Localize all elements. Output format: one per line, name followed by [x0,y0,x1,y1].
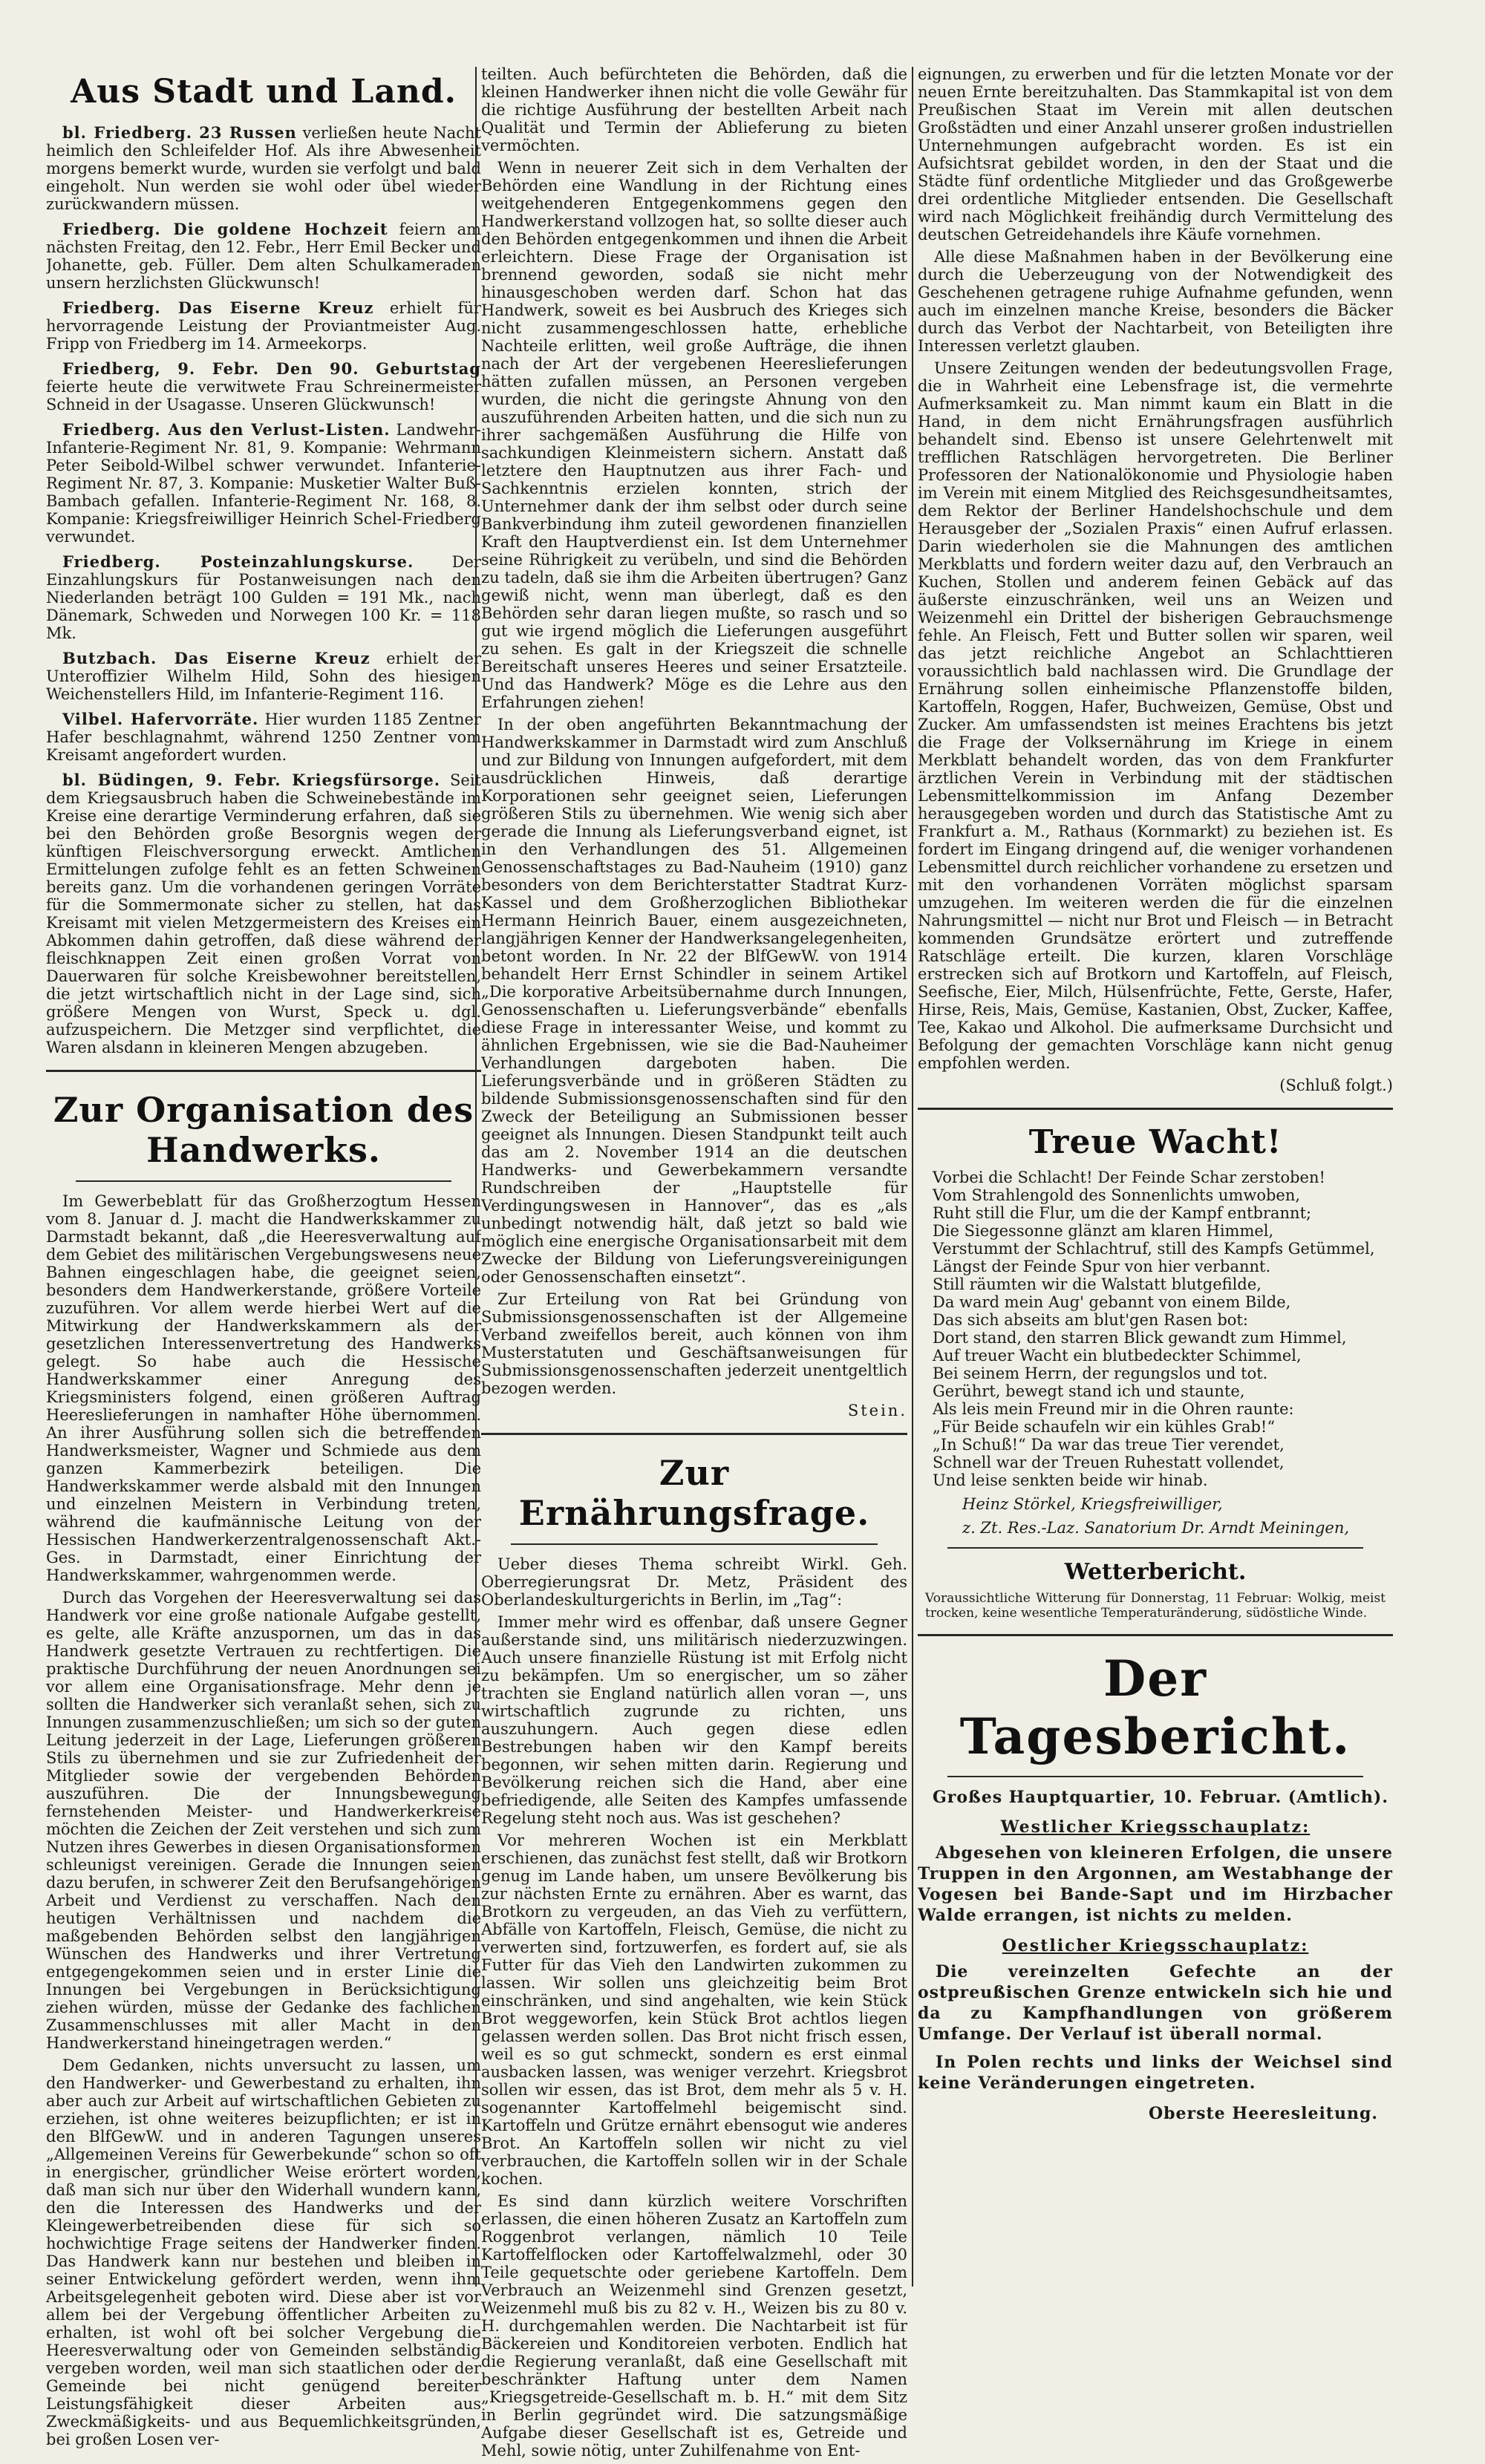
eastern-front-report: Die vereinzelten Gefechte an der ostpreußischen Grenze entwickeln sich hie und da zu Kampfhandlungen von größerem Umfange. Der Verlauf ist überall normal. [918,1962,1393,2044]
daily-report-signature: Oberste Heeresleitung. [1149,2104,1378,2123]
western-front-report: Abgesehen von kleineren Erfolgen, die unsere Truppen in den Argonnen, am Westabhange der Vogesen bei Bande-Sapt und im Hirzbacher Walde errangen, ist nichts zu melden. [918,1843,1393,1925]
section-divider [46,1070,481,1072]
section-divider [947,1547,1363,1549]
column-rule-right [912,67,913,2287]
section-heading-nutrition: Zur Ernährungsfrage. [518,1453,870,1533]
article-paragraph: Ueber dieses Thema schreibt Wirkl. Geh. Oberregierungsrat Dr. Metz, Präsident des Oberlandeskulturgerichts in Berlin, im „Tag“: [481,1555,907,1609]
western-front-heading: Westlicher Kriegsschauplatz: [1000,1817,1311,1837]
article-paragraph: Alle diese Maßnahmen haben in der Bevölkerung eine durch die Ueberzeugung von der Notwendigkeit des Geschehenen getragene ruhige Aufnahme gefunden, wenn auch im einzelnen manche Kreise, besonders die Bäcker durch das Verbot der Nachtarbeit, von Beteiligten ihre Interessen verletzt glauben. [918,248,1393,355]
poem-line: Verstummt der Schlachtruf, still des Kampfs Getümmel, [933,1240,1375,1258]
poem-line: Vorbei die Schlacht! Der Feinde Schar zerstoben! [933,1169,1325,1186]
article-paragraph: Durch das Vorgehen der Heeresverwaltung sei das Handwerk vor eine große nationale Aufgabe gestellt, es gelte, alle Kräfte anzuspornen, um das in das Handwerk gesetzte Vertrauen zu rechtfertigen. Die praktische Durchführung der neuen Anordnungen sei vor allem eine Organisationsfrage. Mehr denn je sollten die Handwerker sich veranlaßt sehen, sich zu Innungen zusammenzuschließen; um sich so der guten Leitung jederzeit in der Lage, Lieferungen größeren Stils zu übernehmen und sie zur Zufriedenheit der Mitglieder sowie der vergebenden Behörden auszuführen. Die der Innungsbewegung fernstehenden Meister- und Handwerkerkreise möchten die Zeichen der Zeit verstehen und sich zum Nutzen ihres Gewerbes in diesen Organisationsformen schleunigst vereinigen. Gerade die Innungen seien dazu berufen, in schwerer Zeit den Berufsangehörigen Arbeit und Verdienst zu verschaffen. Nach den heutigen Verhältnissen und nachdem die maßgebenden Behörden selbst den langjährigen Wünschen des Handwerks und ihrer Vertretung entgegengekommen seien und in erster Linie die Innungen bei Vergebungen in Berücksichtigung ziehen würden, müsse der Gedanke des fachlichen Zusammenschlusses mit aller Macht in den Handwerkerstand hineingetragen werden.“ [46,1589,481,2052]
continued-note: (Schluß folgt.) [1279,1076,1393,1094]
article-paragraph: Unsere Zeitungen wenden der bedeutungsvollen Frage, die in Wahrheit eine Lebensfrage ist, die vermehrte Aufmerksamkeit zu. Man nimmt kaum ein Blatt in die Hand, in dem nicht Ernährungsfragen ausführlich behandelt sind. Ebenso ist unsere Gelehrtenwelt mit trefflichen Ratschlägen hervorgetreten. Die Berliner Professoren der Nationalökonomie und Physiologie haben im Verein mit einem Mitglied des Reichsgesundheitsamtes, dem Rektor der Berliner Handelshochschule und dem Herausgeber der „Sozialen Praxis“ einen Aufruf erlassen. Darin wiederholen sie die Mahnungen des amtlichen Merkblatts und fordern weiter dazu auf, den Verbrauch an Kuchen, Stollen und anderem feinen Gebäck auf das äußerste einzuschränken, weil uns an Weizen und Weizenmehl ein Drittel der bisherigen Gebrauchsmenge fehle. An Fleisch, Fett und Butter sollen wir sparen, weil das jetzt reichliche Angebot an Schlachttieren voraussichtlich bald nachlassen wird. Die Grundlage der Ernährung sollen einheimische Pflanzenstoffe bilden, Kartoffeln, Roggen, Hafer, Buchweizen, Gemüse, Obst und Zucker. Am umfassendsten ist meines Erachtens bis jetzt die Frage der Volksernährung im Kriege in einem Merkblatt behandelt worden, das von dem Frankfurter ärztlichen Verein in Verbindung mit der städtischen Lebensmittelkommission im Anfang Dezember herausgegeben worden und durch das Statistische Amt zu Frankfurt a. M., Rathaus (Kornmarkt) zu beziehen ist. Es fordert im Eingang dringend auf, die weniger vorhandenen Lebensmittel durch reichlicher vorhandene zu ersetzen und mit den vorhandenen Vorräten möglichst sparsam umzugehen. Im weiteren werden die für die einzelnen Nahrungsmittel — nicht nur Brot und Fleisch — in Betracht kommenden Grundsätze erörtert und zutreffende Ratschläge erteilt. Die kurzen, klaren Vorschläge erstrecken sich auf Brotkorn und Kartoffeln, auf Fleisch, Seefische, Eier, Milch, Hülsenfrüchte, Fette, Gerste, Hafer, Hirse, Reis, Mais, Gemüse, Kastanien, Obst, Zucker, Kaffee, Tee, Kakao und Alkohol. Die aufmerksame Durchsicht und Befolgung der gemachten Vorschläge kann nicht genug empfohlen werden. [918,359,1393,1072]
article-paragraph: Wenn in neuerer Zeit sich in dem Verhalten der Behörden eine Wandlung in der Richtung eines weitgehenderen Entgegenkommens gegen den Handwerkerstand vollzogen hat, so sollte dieser auch den Behörden entgegenkommen und ihnen die Arbeit erleichtern. Diese Frage der Organisation ist brennend geworden, sodaß sie nicht mehr hinausgeschoben werden darf. Schon hat das Handwerk, soweit es bei Ausbruch des Krieges sich nicht zusammengeschlossen hatte, erhebliche Nachteile erlitten, weil große Aufträge, die ihnen nach der Art der vergebenen Heereslieferungen hätten zufallen müssen, an Personen vergeben wurden, die nicht die geringste Ahnung von den auszuführenden Arbeiten hatten, und die sich nun zu ihrer sachgemäßen Ausführung die Hilfe von sachkundigen Kleinmeistern sichern. Anstatt daß letztere den Hauptnutzen aus ihrer Fach- und Sachkenntnis erzielen konnten, strich der Unternehmer dank der ihm selbst oder durch seine Bankverbindung ihm zuteil gewordenen finanziellen Kraft den Hauptverdienst ein. Ist dem Unternehmer seine Rührigkeit zu verübeln, und sind die Behörden zu tadeln, daß sie ihm die Arbeiten übertrugen? Ganz gewiß nicht, wenn man überlegt, daß es den Behörden sehr daran liegen mußte, so rasch und so gut wie irgend möglich die Lieferungen ausgeführt zu sehen. Es galt in der Kriegszeit die schnelle Bereitschaft unseres Heeres und seiner Ersatzteile. Und das Handwerk? Möge es die Lehre aus den Erfahrungen ziehen! [481,159,907,711]
news-item: Friedberg. Aus den Verlust-Listen. Landwehr-Infanterie-Regiment Nr. 81, 9. Kompanie: Wehrmann Peter Seibold-Wilbel schwer verwundet. Infanterie-Regiment Nr. 87, 3. Kompanie: Musketier Walter Buß-Bambach gefallen. Infanterie-Regiment Nr. 168, 8. Kompanie: Kriegsfreiwilliger Heinrich Schel-Friedberg verwundet. [46,420,481,546]
poem-line: Gerührt, bewegt stand ich und staunte, [933,1382,1245,1400]
heading-underline [76,1180,451,1182]
article-paragraph: Immer mehr wird es offenbar, daß unsere Gegner außerstande sind, uns militärisch niederzuzwingen. Auch unsere finanzielle Rüstung ist mit Erfolg nicht zu bekämpfen. Um so energischer, um so zäher trachten sie England natürlich allen voran —, uns wirtschaftlich zugrunde zu richten, uns auszuhungern. Auch gegen diese edlen Bestrebungen haben wir den Kampf bereits begonnen, wir sehen mitten darin. Regierung und Bevölkerung reichen sich die Hand, aber eine befriedigende, alle Seiten des Kampfes umfassende Regelung steht noch aus. Was ist geschehen? [481,1613,907,1827]
column-1 [46,65,481,2453]
eastern-front-heading: Oestlicher Kriegsschauplatz: [1002,1936,1309,1955]
article-paragraph: Zur Erteilung von Rat bei Gründung von Submissionsgenossenschaften ist der Allgemeine Verband zweifellos bereit, auch können von ihm Musterstatuten und Geschäftsanweisungen für Submissionsgenossenschaften jederzeit unentgeltlich bezogen werden. [481,1290,907,1397]
eastern-front-report: In Polen rechts und links der Weichsel sind keine Veränderungen eingetreten. [918,2053,1393,2093]
article-paragraph: Dem Gedanken, nichts unversucht zu lassen, um den Handwerker- und Gewerbestand zu erhalten, ihn aber auch zur Arbeit auf wirtschaftlichen Gebieten zu erziehen, ist ohne weiteres beizupflichten; er ist in den BlfGewW. und in anderen Tagungen unseres „Allgemeinen Vereins für Gewerbekunde“ schon so oft in energischer, gründlicher Weise erörtert worden, daß man sich nur über den Widerhall wundern kann, den die Interessen des Handwerks und der Kleingewerbetreibenden diese für sich so hochwichtige Frage seitens der Handwerker finden. Das Handwerk kann nur bestehen und bleiben in seiner Entwickelung gefördert werden, wenn ihm Arbeitsgelegenheit geboten wird. Diese aber ist vor allem bei der Vergebung öffentlicher Arbeiten zu erhalten, ist wohl oft bei solcher Vergebung die Heeresverwaltung oder von Gemeinden selbständig vergeben worden, weil man sich staatlichen oder der Gemeinde bei nicht genügend bereiter Leistungsfähigkeit dieser Arbeiten aus Zweckmäßigkeits- und aus Bequemlichkeitsgründen, bei großen Losen ver- [46,2056,481,2448]
poem-line: Bei seinem Herrn, der regungslos und tot. [933,1365,1268,1382]
poem-line: Schnell war der Treuen Ruhestatt vollendet, [933,1454,1285,1471]
weather-title: Wetterbericht. [1064,1559,1247,1585]
article-signature: Stein. [847,1402,907,1419]
poem-author-location: z. Zt. Res.-Laz. Sanatorium Dr. Arndt Meiningen, [962,1519,1350,1537]
news-item: Vilbel. Hafervorräte. Hier wurden 1185 Zentner Hafer beschlagnahmt, während 1250 Zentner vom Kreisamt angefordert wurden. [46,710,481,764]
poem-body [933,1169,1393,1537]
article-paragraph: Es sind dann kürzlich weitere Vorschriften erlassen, die einen höheren Zusatz an Kartoffeln zum Roggenbrot verlangen, nämlich 10 Teile Kartoffelflocken oder Kartoffelwalzmehl, oder 30 Teile gequetschte oder geriebene Kartoffeln. Dem Verbrauch an Weizenmehl sind Grenzen gesetzt, Weizenmehl muß bis zu 82 v. H., Weizen bis zu 80 v. H. durchgemahlen werden. Die Nachtarbeit ist für Bäckereien und Konditoreien verboten. Endlich hat die Regierung veranlaßt, daß eine Gesellschaft mit beschränkter Haftung unter dem Namen „Kriegsgetreide-Gesellschaft m. b. H.“ mit dem Sitz in Berlin gegründet wird. Die satzungsmäßige Aufgabe dieser Gesellschaft ist es, Getreide und Mehl, sowie nötig, unter Zuhilfenahme von Ent- [481,2192,907,2460]
section-heading-local-news: Aus Stadt und Land. [71,73,457,111]
article-paragraph: In der oben angeführten Bekanntmachung der Handwerkskammer in Darmstadt wird zum Anschluß und zur Bildung von Innungen aufgefordert, mit dem ausdrücklichen Hinweis, daß derartige Korporationen sehr geeignet seien, Lieferungen größeren Stils zu übernehmen. Wie wenig sich aber gerade die Innung als Lieferungsverband eignet, ist in den Verhandlungen des 51. Allgemeinen Genossenschaftstages zu Bad-Nauheim (1910) ganz besonders von dem Berichterstatter Stadtrat Kurz-Kassel und dem Großherzoglichen Bibliothekar Hermann Heinrich Bauer, einem ausgezeichneten, langjährigen Kenner der Handwerksangelegenheiten, betont worden. In Nr. 22 der BlfGewW. von 1914 behandelt Herr Ernst Schindler in seinem Artikel „Die korporative Arbeitsübernahme durch Innungen, Genossenschaften u. Lieferungsverbände“ ebenfalls diese Frage in interessanter Weise, und kommt zu ähnlichen Ergebnissen, wie sie die Bad-Nauheimer Verhandlungen dargeboten haben. Die Lieferungsverbände und in größeren Städten zu bildende Submissionsgenossenschaften sind für den Zweck der Beteiligung an Submissionen besser geeignet als Innungen. Diesen Standpunkt teilt auch das am 2. November 1914 an die deutschen Handwerks- und Gewerbekammern versandte Rundschreiben der „Hauptstelle für Verdingungswesen in Hannover“, das es „als unbedingt notwendig hält, daß jetzt so bald wie möglich eine energische Organisationsarbeit mit dem Zwecke der Bildung von Lieferungsvereinigungen oder Genossenschaften einsetzt“. [481,716,907,1286]
heading-underline [947,1776,1363,1777]
poem-line: „In Schuß!“ Da war das treue Tier verendet, [933,1436,1285,1454]
daily-report-dateline: Großes Hauptquartier, 10. Februar. (Amtlich). [933,1788,1388,1807]
poem-line: „Für Beide schaufeln wir ein kühles Grab!“ [933,1418,1276,1436]
column-2 [481,65,907,2464]
news-item: Friedberg. Die goldene Hochzeit feiern am nächsten Freitag, den 12. Febr., Herr Emil Becker und Johanette, geb. Füller. Dem alten Schulkameraden unsern herzlichsten Glückwunsch! [46,220,481,292]
article-paragraph: eignungen, zu erwerben und für die letzten Monate vor der neuen Ernte bereitzuhalten. Das Stammkapital ist von dem Preußischen Staat im Verein mit allen deutschen Großstädten und einer Anzahl unserer großen industriellen Unternehmungen aufgebracht worden. Es ist ein Aufsichtsrat gebildet worden, in den der Staat und die Städte fünf ordentliche Mitglieder und das Großgewerbe drei ordentliche Mitglieder entsenden. Die Gesellschaft wird nach Möglichkeit freihändig durch Vermittelung des deutschen Getreidehandels ihre Käufe vornehmen. [918,65,1393,244]
article-paragraph: teilten. Auch befürchteten die Behörden, daß die kleinen Handwerker ihnen nicht die volle Gewähr für die richtige Ausführung der bestellten Arbeit nach Qualität und Termin der Ablieferung zu bieten vermöchten. [481,65,907,154]
news-item: bl. Friedberg. 23 Russen verließen heute Nacht heimlich den Schleifelder Hof. Als ihre Abwesenheit morgens bemerkt wurde, wurden sie verfolgt und bald eingeholt. Nun werden sie wohl oder übel wieder zurückwandern müssen. [46,123,481,213]
news-item: Friedberg, 9. Febr. Den 90. Geburtstag feierte heute die verwitwete Frau Schreinermeister Schneid in der Usagasse. Unseren Glückwunsch! [46,359,481,414]
poem-line: Ruht still die Flur, um die der Kampf entbrannt; [933,1204,1312,1222]
section-divider [918,1108,1393,1110]
section-divider [481,1433,907,1435]
poem-line: Dort stand, den starren Blick gewandt zum Himmel, [933,1329,1347,1347]
column-3 [918,65,1393,2123]
poem-line: Als leis mein Freund mir in die Ohren raunte: [933,1400,1294,1418]
poem-line: Längst der Feinde Spur von hier verbannt. [933,1258,1271,1275]
news-item: Friedberg. Das Eiserne Kreuz erhielt für hervorragende Leistung der Proviantmeister Aug. Fripp von Friedberg im 14. Armeekorps. [46,298,481,353]
local-news-list [46,124,481,1056]
poem-line: Die Siegessonne glänzt am klaren Himmel, [933,1222,1274,1240]
poem-line: Still räumten wir die Walstatt blutgefilde, [933,1275,1262,1293]
section-divider [918,1634,1393,1636]
article-paragraph: Im Gewerbeblatt für das Großherzogtum Hessen vom 8. Januar d. J. macht die Handwerkskammer zu Darmstadt bekannt, daß „die Heeresverwaltung auf dem Gebiet des militärischen Vergebungswesens neue Bahnen eingeschlagen habe, die geeignet seien, besonders dem Handwerkerstande, größere Vorteile zuzuführen. Vor allem werde hierbei Wert auf die Mitwirkung der Handwerkskammern als der gesetzlichen Interessenvertretung des Handwerks gelegt. So habe auch die Hessische Handwerkskammer einer Anregung des Kriegsministers folgend, einen größeren Auftrag Heereslieferungen in namhafter Höhe übernommen. An ihrer Ausführung sollen sich die betreffenden Handwerksmeister, Wagner und Schmiede aus dem ganzen Kammerbezirk beteiligen. Die Handwerkskammer werde alsbald mit den Innungen und einzelnen Meistern in Verbindung treten, während die kaufmännische Leitung von der Hessischen Handwerkerzentralgenossenschaft Akt.-Ges. in Darmstadt, einer Einrichtung der Handwerkskammer, wahrgenommen werde. [46,1192,481,1584]
poem-line: Vom Strahlengold des Sonnenlichts umwoben, [933,1186,1301,1204]
news-item: Friedberg. Posteinzahlungskurse. Der Einzahlungskurs für Postanweisungen nach den Niederlanden beträgt 100 Gulden = 191 Mk., nach Dänemark, Schweden und Norwegen 100 Kr. = 118 Mk. [46,552,481,642]
news-item: Butzbach. Das Eiserne Kreuz erhielt der Unteroffizier Wilhelm Hild, Sohn des hiesigen Weichenstellers Hild, im Infanterie-Regiment 116. [46,649,481,703]
article-paragraph: Vor mehreren Wochen ist ein Merkblatt erschienen, das zunächst fest stellt, daß wir Brotkorn genug im Lande haben, um unsere Bevölkerung bis zur nächsten Ernte zu ernähren. Aber es warnt, das Brotkorn zu vergeuden, an das Vieh zu verfüttern, Abfälle von Kartoffeln, Fleisch, Gemüse, die nicht zu verwerten sind, fortzuwerfen, es fordert auf, sie als Futter für das Vieh den Landwirten zukommen zu lassen. Wir sollen uns gleichzeitig beim Brot einschränken, und sind angehalten, wie kein Stück Brot weggeworfen, kein Stück Brot achtlos liegen gelassen werden sollen. Das Brot nicht frisch essen, weil es so gut schmeckt, sondern es erst einmal ausbacken lassen, was weniger verzehrt. Kriegsbrot sollen wir essen, das ist Brot, dem mehr als 5 v. H. sogenannter Kartoffelmehl beigemischt sind. Kartoffeln und Grütze ernährt ebensogut wie anderes Brot. An Kartoffeln sollen wir nicht zu viel verbrauchen, die Kartoffeln sollen wir in der Schale kochen. [481,1831,907,2188]
poem-title: Treue Wacht! [1028,1123,1282,1161]
poem-line: Das sich abseits am blut'gen Rasen bot: [933,1311,1248,1329]
heading-underline [511,1543,878,1545]
poem-line: Da ward mein Aug' gebannt von einem Bilde, [933,1293,1291,1311]
poem-author: Heinz Störkel, Kriegsfreiwilliger, [962,1495,1223,1513]
poem-line: Und leise senkten beide wir hinab. [933,1471,1208,1489]
poem-line: Auf treuer Wacht ein blutbedeckter Schimmel, [933,1347,1302,1365]
news-item: bl. Büdingen, 9. Febr. Kriegsfürsorge. Seit dem Kriegsausbruch haben die Schweinebestände im Kreise eine derartige Verminderung erfahren, daß sie bei den Behörden große Besorgnis wegen der künftigen Fleischversorgung erweckt. Amtlichen Ermittelungen zufolge fehlt es an fetten Schweinen bereits ganz. Um die vorhandenen geringen Vorräte für die Sommermonate sicher zu stellen, hat das Kreisamt mit vielen Metzgermeistern des Kreises ein Abkommen dahin getroffen, daß diese während der fleischknappen Zeit einen großen Vorrat von Dauerwaren für solche Kreisbewohner bereitstellen, die jetzt wirtschaftlich nicht in der Lage sind, sich größere Mengen von Wurst, Speck u. dgl. aufzuspeichern. Die Metzger sind verpflichtet, die Waren alsdann in kleineren Mengen abzugeben. [46,771,481,1056]
weather-forecast: Voraussichtliche Witterung für Donnerstag, 11 Februar: Wolkig, meist trocken, keine wesentliche Temperaturänderung, südöstliche Winde. [925,1591,1386,1621]
daily-report-title: Der Tagesbericht. [959,1650,1351,1765]
section-heading-craft-organisation: Zur Organisation des Handwerks. [53,1090,474,1170]
